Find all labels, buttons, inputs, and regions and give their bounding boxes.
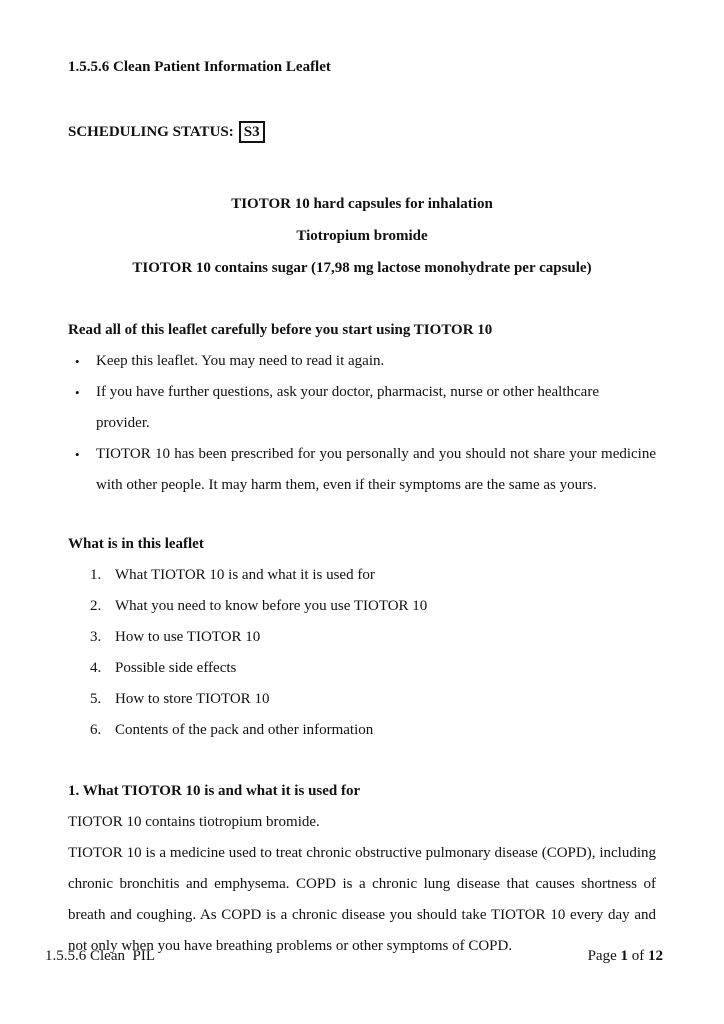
toc-item-label: What you need to know before you use TIOTOR 10 (115, 598, 428, 614)
toc-list (68, 560, 656, 746)
scheduling-status-line (68, 117, 656, 148)
section-1-paragraph: TIOTOR 10 contains tiotropium bromide. (68, 814, 320, 830)
bullet-icon: • (75, 447, 80, 462)
bullet-icon: • (75, 354, 80, 369)
footer-page-word: Page (587, 948, 621, 964)
product-title-block (68, 188, 656, 284)
bullet-text: Keep this leaflet. You may need to read it again. (96, 353, 385, 369)
bullet-icon: • (75, 385, 80, 400)
bullet-text: If you have further questions, ask your doctor, pharmacist, nurse or other healthcare provider. (96, 384, 599, 431)
toc-item-label: Possible side effects (115, 660, 237, 676)
toc-item-number: 3. (90, 629, 102, 645)
document-header-title: 1.5.5.6 Clean Patient Information Leaflet (68, 59, 331, 75)
toc-heading: What is in this leaflet (68, 536, 204, 552)
footer-of-word: of (628, 948, 648, 964)
sugar-content-line: TIOTOR 10 contains sugar (17,98 mg lactose monohydrate per capsule) (132, 260, 592, 276)
toc-item (68, 560, 656, 591)
toc-item-number: 5. (90, 691, 102, 707)
toc-item (68, 653, 656, 684)
bullet-item (68, 377, 656, 439)
scheduling-status-value: S3 (239, 121, 265, 143)
toc-item-number: 6. (90, 722, 102, 738)
toc-item (68, 715, 656, 746)
toc-item (68, 684, 656, 715)
read-leaflet-heading: Read all of this leaflet carefully before you start using TIOTOR 10 (68, 322, 493, 338)
toc-item-number: 4. (90, 660, 102, 676)
read-leaflet-bullet-list (68, 346, 656, 501)
toc-item-label: How to use TIOTOR 10 (115, 629, 261, 645)
bullet-item (68, 346, 656, 377)
toc-item-label: What TIOTOR 10 is and what it is used for (115, 567, 375, 583)
toc-item-label: Contents of the pack and other information (115, 722, 374, 738)
bullet-text: TIOTOR 10 has been prescribed for you personally and you should not share your medicine with other people. It may harm them, even if their symptoms are the same as yours. (96, 446, 656, 493)
section-1-paragraph: TIOTOR 10 is a medicine used to treat chronic obstructive pulmonary disease (COPD), including chronic bronchitis and emphysema. COPD is a chronic lung disease that causes shortness of breath and coughing. As COPD is a chronic disease you should take TIOTOR 10 every day and not only when you have breathing problems or other symptoms of COPD. (68, 845, 656, 954)
toc-item-number: 1. (90, 567, 102, 583)
toc-item-label: How to store TIOTOR 10 (115, 691, 270, 707)
footer-page-indicator (588, 941, 663, 972)
page-footer (45, 941, 663, 972)
active-ingredient-line: Tiotropium bromide (296, 228, 428, 244)
scheduling-status-label: SCHEDULING STATUS: (68, 124, 234, 140)
footer-page-number: 1 (620, 948, 628, 964)
toc-item-number: 2. (90, 598, 102, 614)
product-name-line: TIOTOR 10 hard capsules for inhalation (231, 196, 493, 212)
bullet-item (68, 439, 656, 501)
toc-item (68, 591, 656, 622)
section-1-heading: 1. What TIOTOR 10 is and what it is used for (68, 783, 361, 799)
toc-item (68, 622, 656, 653)
footer-document-id: 1.5.5.6 Clean PIL (45, 948, 155, 964)
footer-page-total: 12 (648, 948, 663, 964)
